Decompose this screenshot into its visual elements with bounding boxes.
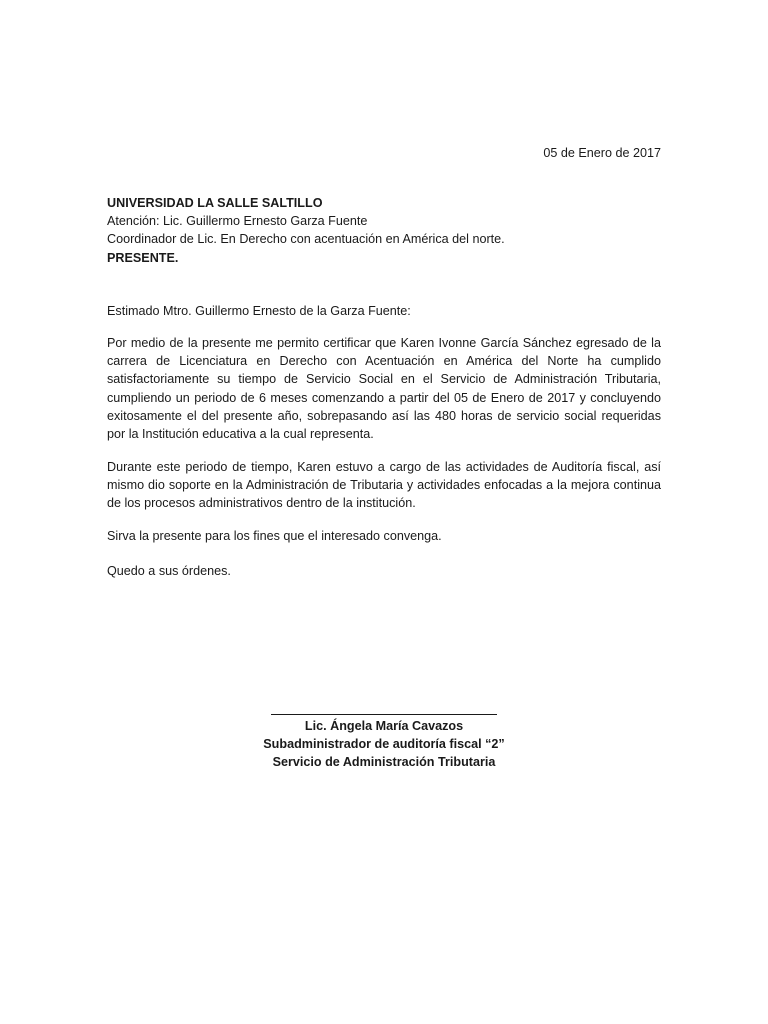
body-paragraph-purpose: Sirva la presente para los fines que el interesado convenga. <box>107 529 442 543</box>
addressee-role: Coordinador de Lic. En Derecho con acentuación en América del norte. <box>107 232 505 247</box>
body-paragraph-closing: Quedo a sus órdenes. <box>107 564 231 578</box>
signature-line <box>271 700 497 715</box>
signature-block <box>234 700 534 772</box>
body-paragraph-certification: Por medio de la presente me permito certificar que Karen Ivonne García Sánchez egresado de la carrera de Licenciatura en Derecho con Acentuación en América del Norte ha cumplido satisfactoriamente su tiempo de Servicio Social en el Servicio de Administración Tributaria, cumpliendo un periodo de 6 meses comenzando a partir del 05 de Enero de 2017 y concluyendo exitosamente el del presente año, sobrepasando así las 480 horas de servicio social requeridas por la Institución educativa a la cual representa. <box>107 336 661 442</box>
addressee-block <box>107 194 667 267</box>
letter-greeting: Estimado Mtro. Guillermo Ernesto de la Garza Fuente: <box>107 304 411 318</box>
letter-date: 05 de Enero de 2017 <box>543 146 661 160</box>
signer-name: Lic. Ángela María Cavazos <box>304 719 464 733</box>
signer-title: Subadministrador de auditoría fiscal “2” <box>263 737 505 752</box>
signer-organization: Servicio de Administración Tributaria <box>272 755 496 770</box>
body-paragraph-activities: Durante este periodo de tiempo, Karen estuvo a cargo de las actividades de Auditoría fiscal, así mismo dio soporte en la Administración de Tributaria y actividades enfocadas a la mejora continua de los procesos administrativos dentro de la institución. <box>107 460 661 511</box>
addressee-institution: UNIVERSIDAD LA SALLE SALTILLO <box>107 196 323 210</box>
addressee-attention: Atención: Lic. Guillermo Ernesto Garza Fuente <box>107 214 368 229</box>
addressee-presente: PRESENTE. <box>107 250 179 265</box>
